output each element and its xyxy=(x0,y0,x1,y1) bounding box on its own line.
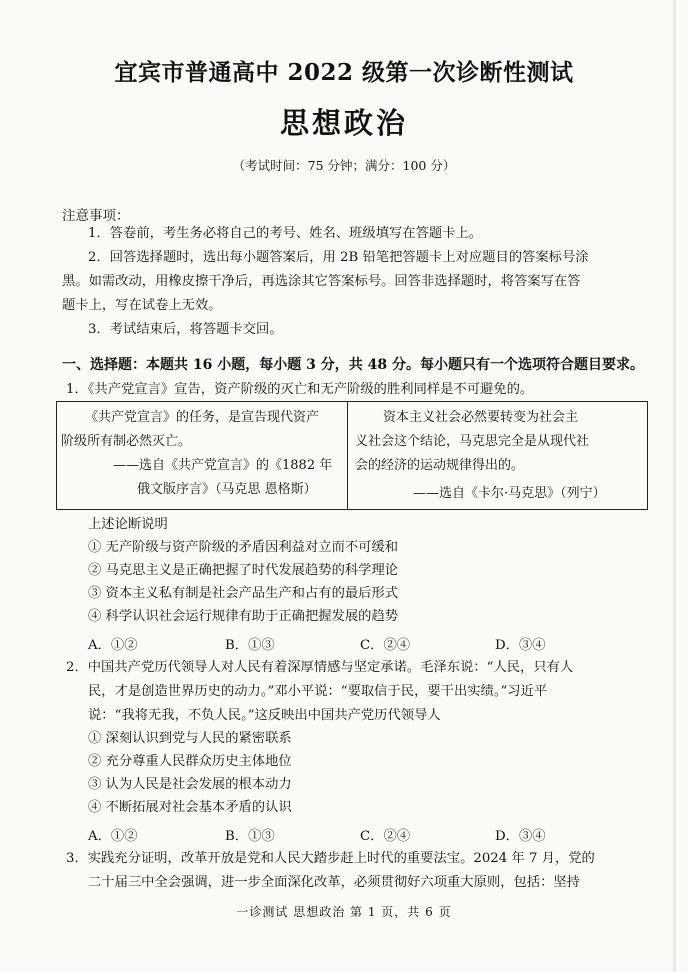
statement-item: ④ 不断拓展对社会基本矛盾的认识 xyxy=(88,800,292,815)
quote-right-line: 会的经济的运动规律得出的。 xyxy=(355,458,525,473)
statement-item: ② 充分尊重人民群众历史主体地位 xyxy=(88,754,292,769)
statement-item: ③ 资本主义私有制是社会产品生产和占有的最后形式 xyxy=(88,586,399,601)
statement-item: ③ 认为人民是社会发展的根本动力 xyxy=(88,777,292,792)
quote-right-line: 资本主义社会必然要转变为社会主 xyxy=(383,410,579,425)
question-1-stem: 1．《共产党宣言》宣告，资产阶级的灭亡和无产阶级的胜利同样是不可避免的。 xyxy=(66,382,534,397)
note-line: 题卡上，写在试卷上无效。 xyxy=(62,298,222,313)
quote-right-source: ——选自《卡尔·马克思》（列宁） xyxy=(413,486,606,501)
scan-edge-mark xyxy=(673,0,676,972)
question-2-stem: 2．中国共产党历代领导人对人民有着深厚情感与坚定承诺。毛泽东说：“人民，只有人 xyxy=(66,660,574,675)
option-a: A．①② xyxy=(88,638,138,653)
statement-item: ④ 科学认识社会运行规律有助于正确把握发展的趋势 xyxy=(88,609,399,624)
page-footer: 一诊测试 思想政治 第 1 页，共 6 页 xyxy=(236,905,452,919)
quote-left-line: 《共产党宣言》的任务，是宣告现代资产 xyxy=(85,410,320,425)
option-d: D．③④ xyxy=(495,829,546,844)
option-a: A．①② xyxy=(88,829,138,844)
question-1-lead: 上述论断说明 xyxy=(88,517,168,532)
note-line: 黑。如需改动，用橡皮擦干净后，再选涂其它答案标号。回答非选择题时，将答案写在答 xyxy=(62,274,581,289)
statement-item: ② 马克思主义是正确把握了时代发展趋势的科学理论 xyxy=(88,563,399,578)
quote-left-line: 阶级所有制必然灭亡。 xyxy=(61,434,192,449)
question-3-stem: 二十届三中全会强调，进一步全面深化改革，必须贯彻好六项重大原则，包括：坚持 xyxy=(88,875,580,890)
section-heading: 一、选择题：本题共 16 小题，每小题 3 分，共 48 分。每小题只有一个选项符合题目要求。 xyxy=(62,357,644,373)
option-d: D．③④ xyxy=(495,638,546,653)
question-3-stem: 3．实践充分证明，改革开放是党和人民大踏步赶上时代的重要法宝。2024 年 7 月，党的 xyxy=(66,851,595,866)
exam-time-info: （考试时间：75 分钟；满分：100 分） xyxy=(232,158,456,173)
question-2-stem: 说：“我将无我，不负人民。”这反映出中国共产党历代领导人 xyxy=(88,708,441,723)
quote-divider xyxy=(347,402,348,509)
note-line: 3．考试结束后，将答题卡交回。 xyxy=(88,322,283,337)
quote-left-source: 俄文版序言》（马克思 恩格斯） xyxy=(137,482,317,497)
option-c: C．②④ xyxy=(360,638,411,653)
subject-title: 思想政治 xyxy=(279,106,408,140)
option-c: C．②④ xyxy=(360,829,411,844)
note-line: 1．答卷前，考生务必将自己的考号、姓名、班级填写在答题卡上。 xyxy=(88,226,483,241)
notes-heading: 注意事项： xyxy=(62,208,130,224)
exam-title: 宜宾市普通高中 2022 级第一次诊断性测试 xyxy=(114,59,574,86)
statement-item: ① 深刻认识到党与人民的紧密联系 xyxy=(88,731,292,746)
note-line: 2．回答选择题时，选出每小题答案后，用 2B 铅笔把答题卡上对应题目的答案标号涂 xyxy=(88,250,589,265)
quote-left-source: ——选自《共产党宣言》的《1882 年 xyxy=(113,458,333,473)
option-b: B．①③ xyxy=(225,638,275,653)
option-b: B．①③ xyxy=(225,829,275,844)
statement-item: ① 无产阶级与资产阶级的矛盾因利益对立而不可缓和 xyxy=(88,540,399,555)
quote-table xyxy=(56,401,648,510)
question-2-stem: 民，才是创造世界历史的动力。”邓小平说：“要取信于民，要干出实绩。”习近平 xyxy=(88,684,548,699)
quote-right-line: 义社会这个结论，马克思完全是从现代社 xyxy=(355,434,590,449)
